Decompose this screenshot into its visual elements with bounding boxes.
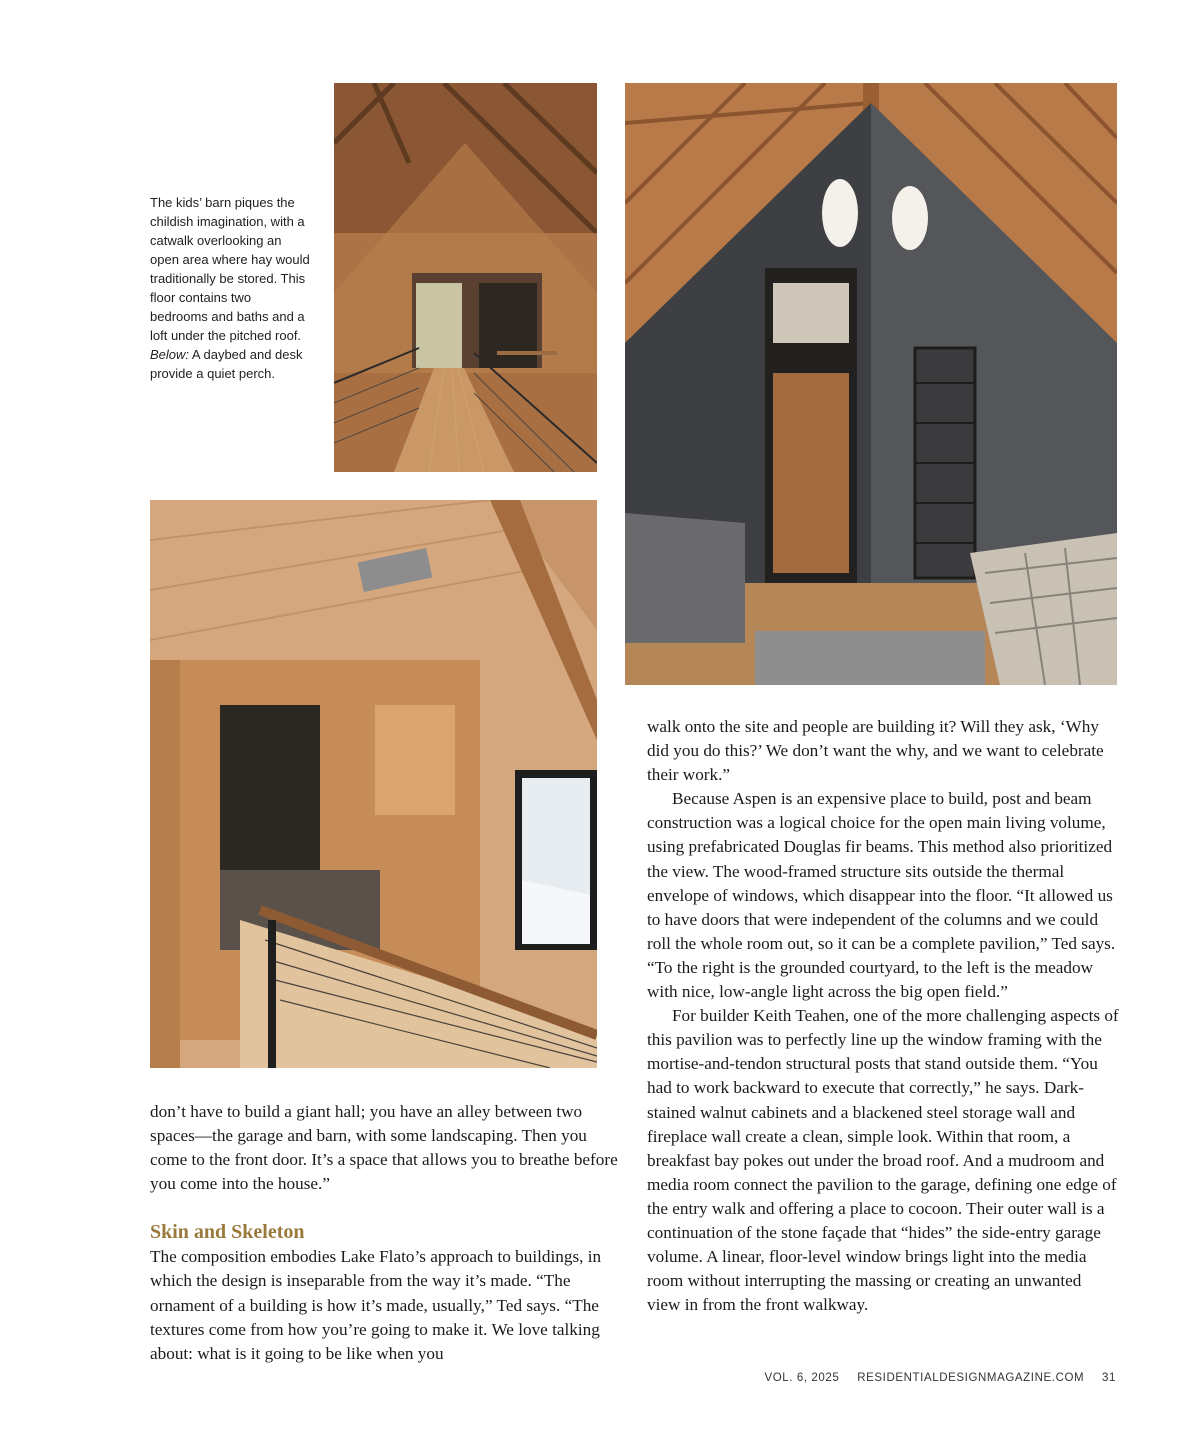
caption-text-after: A daybed and desk provide a quiet perch.	[150, 347, 303, 381]
caption-below-label: Below:	[150, 347, 190, 362]
right-paragraph-2: Because Aspen is an expensive place to build, post and beam construction was a logical choice for the open main living volume, using prefabricated Douglas fir beams. This method also prioritized the view. The wood-framed structure sits outside the thermal envelope of windows, which disappear into the floor. “It allowed us to have doors that were independent of the columns and we could roll the whole room out, so it can be a complete pavilion,” Ted says. “To the right is the grounded courtyard, to the left is the meadow with nice, low-angle light across the big open field.”	[647, 789, 1116, 1002]
left-paragraph-1: don’t have to build a giant hall; you have an alley between two spaces—the garage and barn, with some landscaping. Then you come to the front door. It’s a space that allows you to breathe before you come into the house.”	[150, 1102, 618, 1194]
left-column	[150, 1100, 620, 1366]
loft-bedroom-photo	[625, 83, 1117, 685]
catwalk-photo	[334, 83, 597, 472]
footer-volume: VOL. 6, 2025	[764, 1372, 840, 1384]
left-paragraph-2: The composition embodies Lake Flato’s approach to buildings, in which the design is inseparable from the way it’s made. “The ornament of a building is how it’s made, usually,” Ted says. “The textures come from how you’re going to make it. We love talking about: what is it going to be like when you	[150, 1247, 602, 1363]
daybed-nook-photo	[150, 500, 597, 1068]
caption-text: The kids’ barn piques the childish imagination, with a catwalk overlooking an open area where hay would traditionally be stored. This floor contains two bedrooms and baths and a loft under the pitched roof.	[150, 195, 310, 343]
right-column	[647, 715, 1119, 1317]
section-heading: Skin and Skeleton	[150, 1221, 305, 1244]
page-number: 31	[1102, 1372, 1116, 1384]
page-footer	[750, 1372, 1116, 1384]
footer-site: RESIDENTIALDESIGNMAGAZINE.COM	[857, 1372, 1085, 1384]
photo-caption	[150, 193, 310, 383]
right-paragraph-1: walk onto the site and people are building it? Will they ask, ‘Why did you do this?’ We don’t want the why, and we want to celebrate their work.”	[647, 717, 1104, 785]
right-paragraph-3: For builder Keith Teahen, one of the more challenging aspects of this pavilion was to perfectly line up the window framing with the mortise-and-tendon structural posts that stand outside them. “You had to work backward to execute that correctly,” he says. Dark-stained walnut cabinets and a blackened steel storage wall and fireplace wall create a clean, simple look. Within that room, a breakfast bay pokes out under the broad roof. And a mudroom and media room connect the pavilion to the garage, defining one edge of the entry walk and offering a place to cocoon. Their outer wall is a continuation of the stone façade that “hides” the side-entry garage volume. A linear, floor-level window brings light into the media room without interrupting the massing or creating an unwanted view in from the front walkway.	[647, 1006, 1119, 1315]
